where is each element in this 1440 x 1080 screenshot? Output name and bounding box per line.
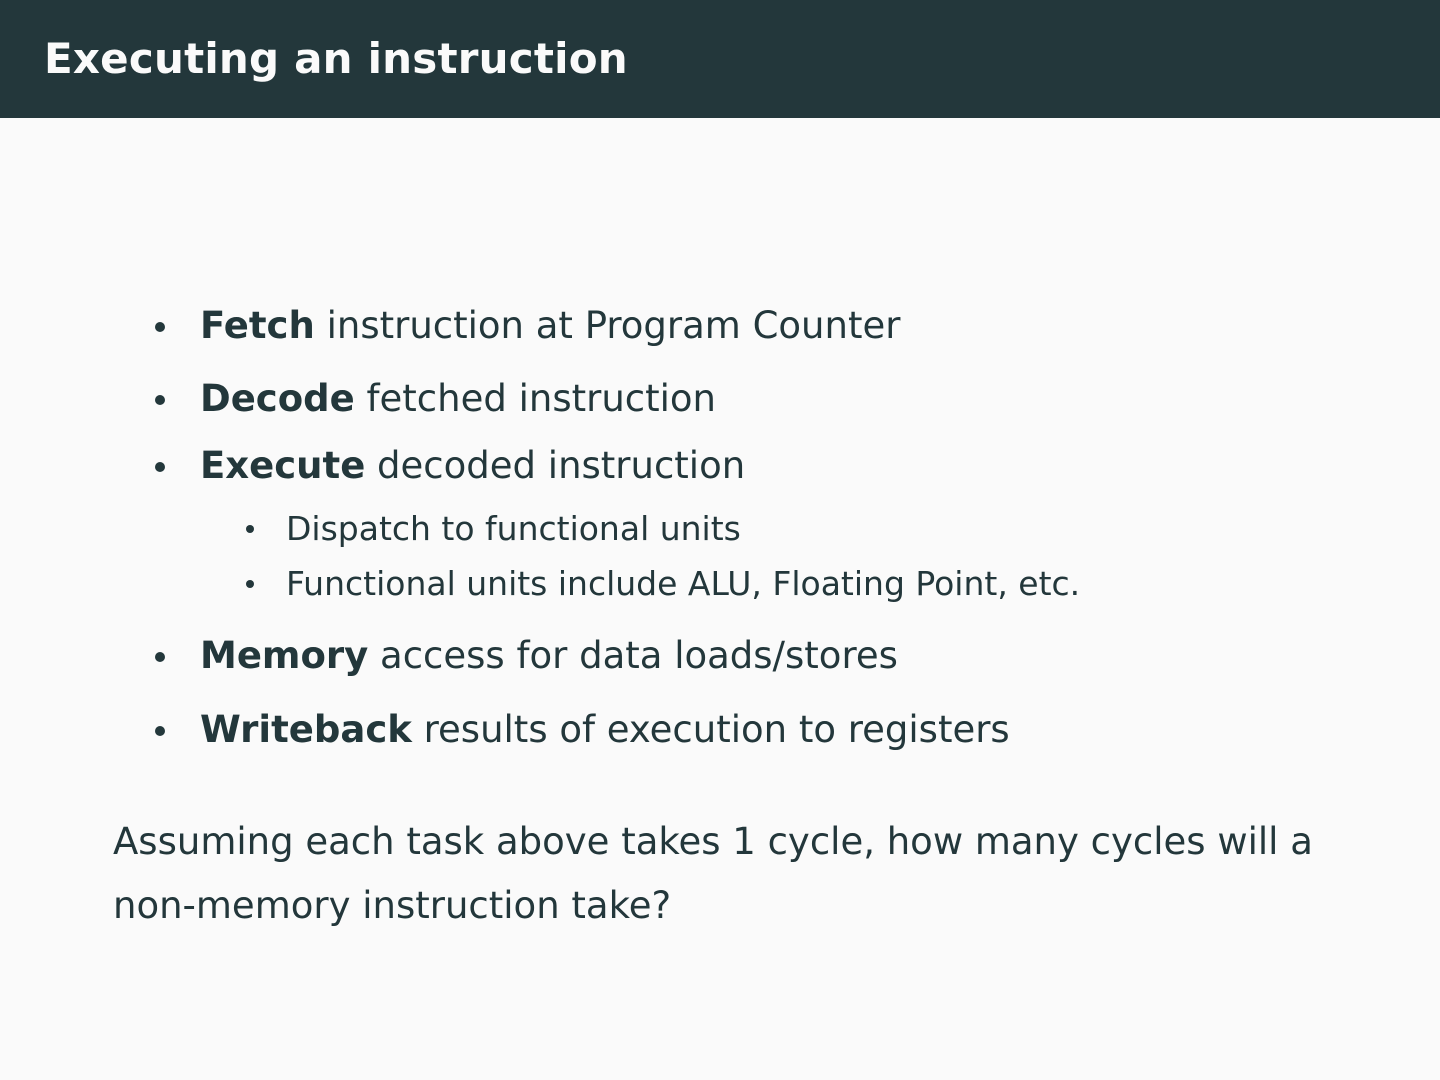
bullet-memory <box>200 634 898 678</box>
bullet-text: access for data loads/stores <box>368 634 898 677</box>
sub-bullet-text: Functional units include ALU, Floating Point, etc. <box>286 564 1081 603</box>
bullet-dot-icon <box>155 462 165 472</box>
bullet-keyword: Memory <box>200 634 369 677</box>
sub-bullet-text: Dispatch to functional units <box>286 509 741 548</box>
question-text: Assuming each task above takes 1 cycle, how many cycles will a non-memory instruction take? <box>113 820 1313 927</box>
bullet-keyword: Writeback <box>200 708 412 751</box>
bullet-dot-icon <box>155 395 165 405</box>
bullet-decode <box>200 377 716 421</box>
bullet-dot-icon <box>155 652 165 662</box>
bullet-writeback <box>200 708 1010 752</box>
bullet-dot-icon <box>155 726 165 736</box>
sub-bullet-dispatch <box>286 509 741 549</box>
sub-bullet-dot-icon <box>246 580 254 588</box>
bullet-dot-icon <box>155 322 165 332</box>
bullet-execute <box>200 444 745 488</box>
bullet-text: instruction at Program Counter <box>314 304 901 347</box>
bullet-keyword: Fetch <box>200 304 315 347</box>
bullet-text: results of execution to registers <box>411 708 1010 751</box>
slide-title: Executing an instruction <box>44 34 628 83</box>
bullet-text: fetched instruction <box>354 377 717 420</box>
bullet-fetch <box>200 304 900 348</box>
bullet-keyword: Execute <box>200 444 366 487</box>
bullet-keyword: Decode <box>200 377 355 420</box>
sub-bullet-functional-units <box>286 564 1080 604</box>
sub-bullet-dot-icon <box>246 525 254 533</box>
bullet-text: decoded instruction <box>365 444 746 487</box>
